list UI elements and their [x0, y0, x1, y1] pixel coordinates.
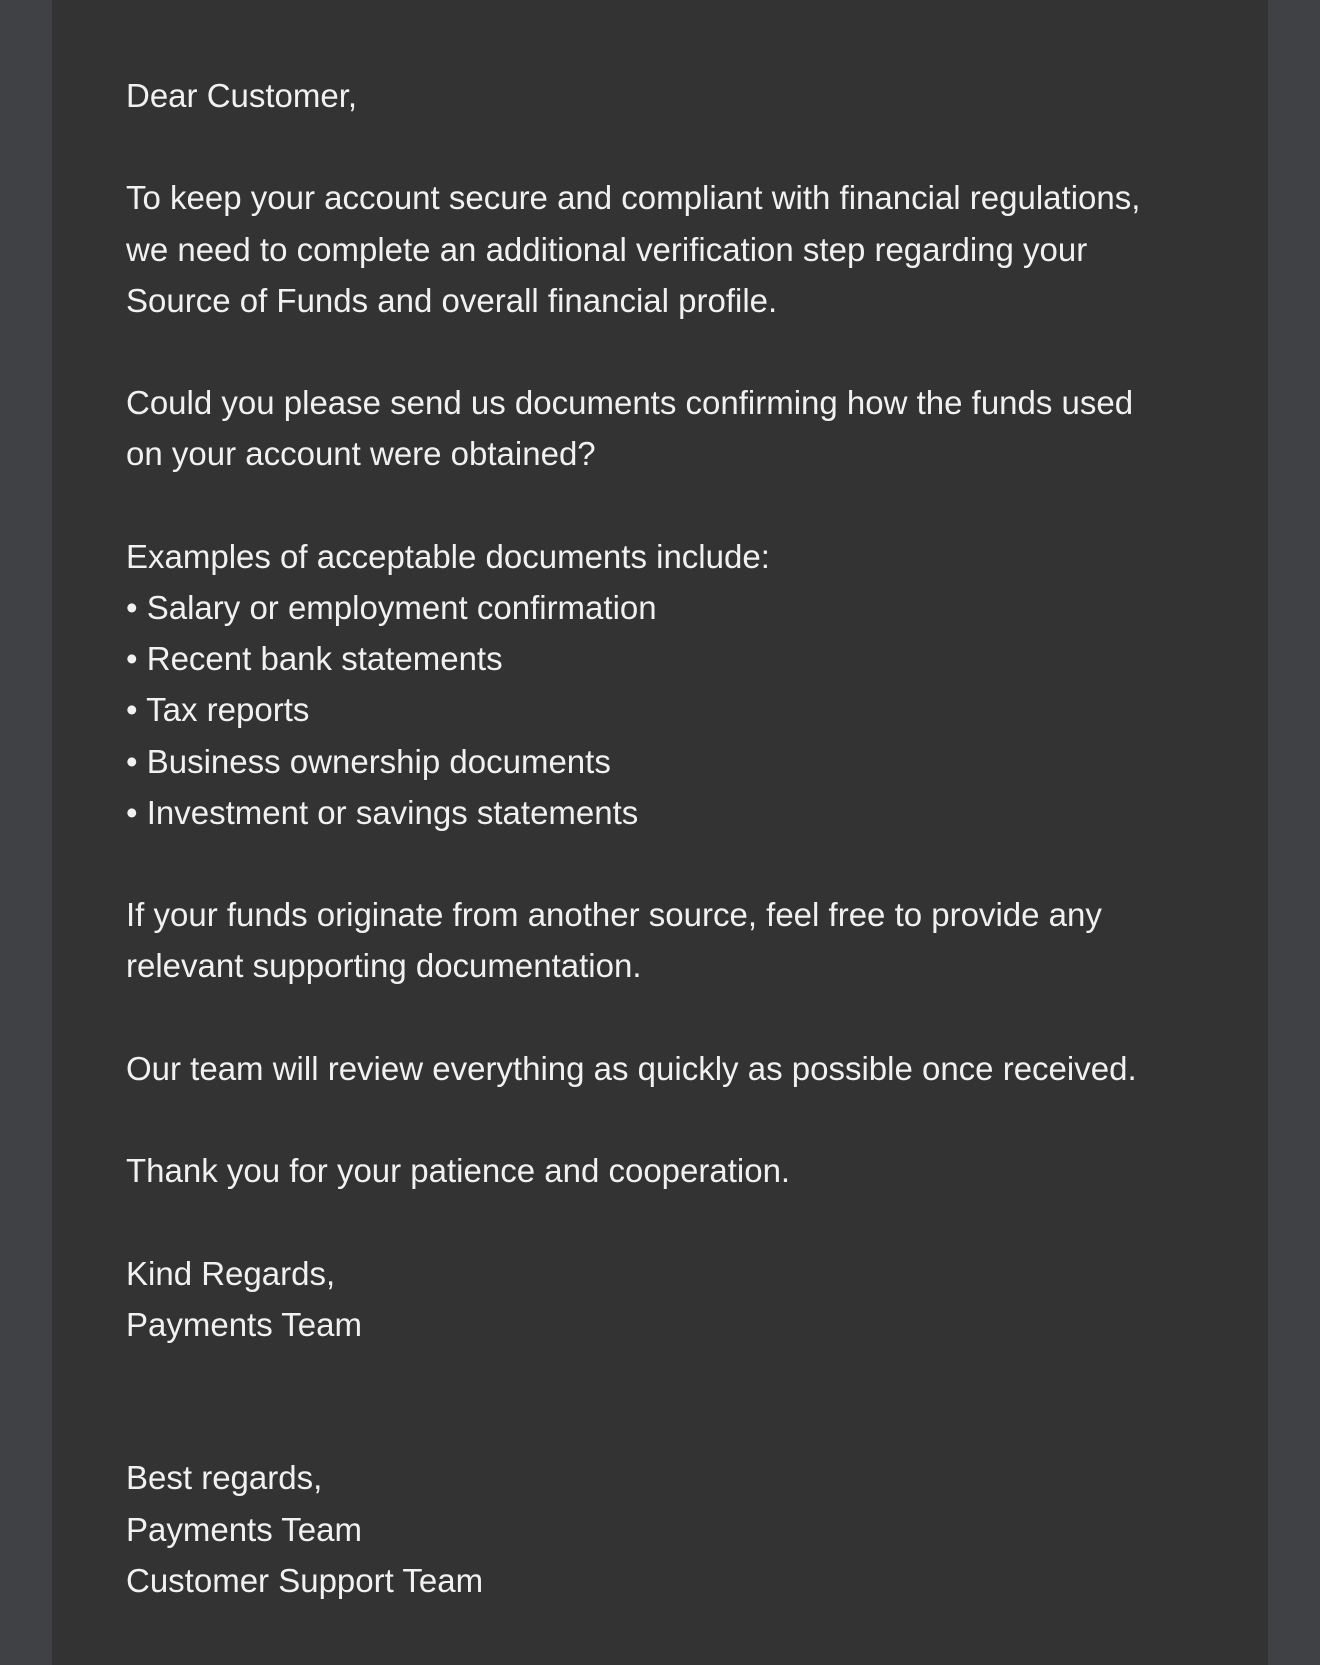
request-line: Could you please send us documents confirming how the funds used	[126, 384, 1134, 422]
review-line: Our team will review everything as quickly as possible once received.	[126, 1049, 1137, 1087]
intro-line: Source of Funds and overall financial profile.	[126, 281, 778, 319]
intro-line: To keep your account secure and compliant with financial regulations,	[126, 179, 1141, 217]
paragraph-spacer	[126, 1196, 1236, 1247]
list-item: • Tax reports	[126, 684, 1236, 735]
closing-text: Kind Regards,	[126, 1254, 336, 1292]
examples-heading: Examples of acceptable documents include:	[126, 537, 770, 575]
greeting: Dear Customer,	[126, 77, 358, 114]
signature-team: Payments Team	[126, 1510, 362, 1548]
signoff-kind-regards	[126, 1248, 1236, 1350]
paragraph-spacer	[126, 480, 1236, 531]
paragraph-spacer	[126, 1350, 1236, 1401]
signature-team: Payments Team	[126, 1305, 362, 1343]
paragraph-spacer	[126, 838, 1236, 889]
paragraph-spacer	[126, 1094, 1236, 1145]
email-panel	[52, 0, 1268, 1665]
other-source-paragraph	[126, 889, 1236, 991]
paragraph-spacer	[126, 1401, 1236, 1452]
list-item: • Recent bank statements	[126, 633, 1236, 684]
other-source-line: relevant supporting documentation.	[126, 947, 642, 985]
paragraph-spacer	[126, 992, 1236, 1043]
thanks-line: Thank you for your patience and cooperation.	[126, 1152, 791, 1190]
closing-text: Best regards,	[126, 1459, 323, 1497]
other-source-line: If your funds originate from another source, feel free to provide any	[126, 896, 1102, 934]
examples-list	[126, 582, 1236, 838]
examples-section	[126, 531, 1236, 838]
request-paragraph	[126, 377, 1236, 479]
list-item: • Investment or savings statements	[126, 787, 1236, 838]
signature-team: Customer Support Team	[126, 1561, 484, 1599]
list-item: • Business ownership documents	[126, 736, 1236, 787]
signoff-best-regards	[126, 1452, 1236, 1606]
intro-line: we need to complete an additional verification step regarding your	[126, 230, 1088, 268]
list-item: • Salary or employment confirmation	[126, 582, 1236, 633]
email-body	[126, 70, 1236, 1606]
intro-paragraph	[126, 172, 1236, 326]
paragraph-spacer	[126, 121, 1236, 172]
request-line: on your account were obtained?	[126, 435, 596, 473]
paragraph-spacer	[126, 326, 1236, 377]
